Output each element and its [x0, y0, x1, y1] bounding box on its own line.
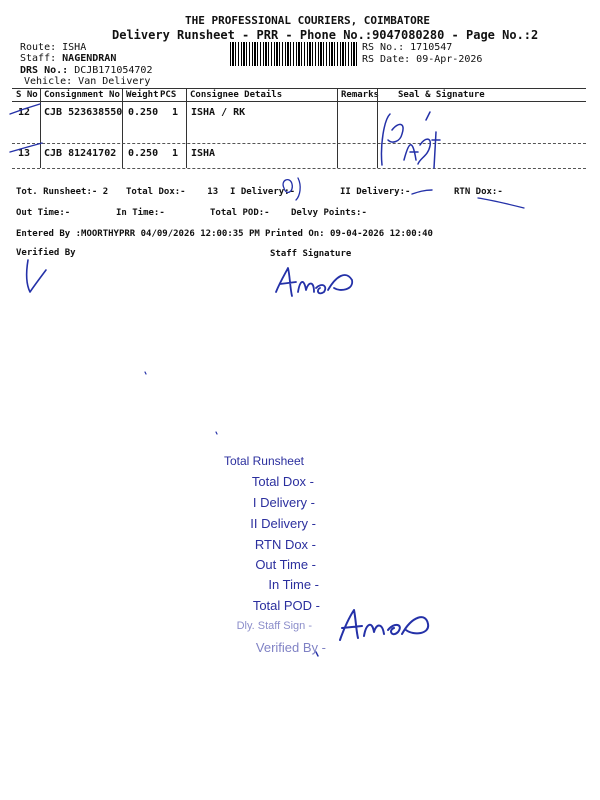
- col-header-pcs: PCS: [160, 90, 177, 100]
- total-dox-label: Total Dox:-: [126, 187, 186, 197]
- row-1-pcs: 1: [172, 107, 179, 118]
- route-label: Route: ISHA: [20, 42, 87, 53]
- col-header-consignment: Consignment No: [44, 90, 120, 100]
- stamp-signature: [340, 610, 428, 640]
- ii-delivery-mark: [412, 190, 432, 194]
- vehicle-label: Vehicle: Van Delivery: [24, 76, 151, 87]
- i-delivery: I Delivery:-: [230, 187, 296, 197]
- stamp-out-time: Out Time -: [255, 557, 316, 572]
- staff-signature: [276, 268, 352, 296]
- printed-on: Printed On: 09-04-2026 12:00:40: [265, 229, 433, 239]
- col-header-consignee: Consignee Details: [190, 90, 283, 100]
- i-delivery-mark: [283, 178, 300, 200]
- verified-by-label: Verified By: [16, 248, 76, 258]
- stamp-verified-by: Verified By -: [255, 640, 326, 655]
- tot-runsheet: Tot. Runsheet:- 2: [16, 187, 109, 197]
- staff-label: Staff:: [20, 53, 57, 64]
- stamp-total-dox: Total Dox -: [251, 474, 314, 489]
- row-2-check-mark: [10, 143, 42, 152]
- rtn-dox: RTN Dox:-: [454, 187, 503, 197]
- entered-by: Entered By :MOORTHYPRR 04/09/2026 12:00:35 PM: [16, 229, 260, 239]
- stamp-total-pod: Total POD -: [252, 598, 320, 613]
- seal-signature: [381, 112, 440, 168]
- row-2-sno: 13: [18, 148, 31, 159]
- col-header-sno: S No: [16, 90, 38, 100]
- verified-by-signature: [27, 260, 46, 292]
- row-2-weight: 0.250: [128, 148, 159, 159]
- drs-label: DRS No.:: [20, 65, 69, 76]
- row-1-consignment: CJB 523638550: [44, 107, 123, 118]
- ii-delivery: II Delivery:-: [340, 187, 411, 197]
- stray-mark-2: [216, 432, 217, 434]
- rs-date: RS Date: 09-Apr-2026: [362, 54, 483, 65]
- total-dox-value: 13: [207, 187, 219, 197]
- stray-mark-1: [145, 372, 146, 374]
- stamp-ii-delivery: II Delivery -: [250, 516, 316, 531]
- row-1-check-mark: [10, 104, 40, 114]
- col-header-seal: Seal & Signature: [398, 90, 485, 100]
- row-1-weight: 0.250: [128, 107, 159, 118]
- row-2-consignee: ISHA: [191, 148, 216, 159]
- company-title: THE PROFESSIONAL COURIERS, COIMBATORE: [185, 14, 431, 27]
- row-1-sno: 12: [18, 107, 31, 118]
- runsheet-subtitle: Delivery Runsheet - PRR - Phone No.:9047080280 - Page No.:2: [112, 28, 539, 42]
- stamp-total-runsheet: Total Runsheet: [223, 454, 304, 468]
- in-time: In Time:-: [116, 208, 165, 218]
- col-header-remarks: Remarks: [341, 90, 379, 100]
- delvy-points: Delvy Points:-: [291, 208, 367, 218]
- stamp-i-delivery: I Delivery -: [252, 495, 315, 510]
- col-header-weight: Weight: [126, 90, 159, 100]
- staff-value: NAGENDRAN: [62, 53, 117, 64]
- out-time: Out Time:-: [16, 208, 71, 218]
- rtn-dox-mark: [478, 198, 524, 208]
- stamp-rtn-dox: RTN Dox -: [254, 537, 316, 552]
- row-1-consignee: ISHA / RK: [191, 107, 246, 118]
- stamp-staff-sign: Dly. Staff Sign -: [236, 620, 312, 632]
- drs-value: DCJB171054702: [74, 65, 153, 76]
- staff-signature-label: Staff Signature: [270, 249, 352, 259]
- rs-number: RS No.: 1710547: [362, 42, 453, 53]
- stamp-in-time: In Time -: [268, 577, 319, 592]
- row-2-pcs: 1: [172, 148, 179, 159]
- total-pod: Total POD:-: [210, 208, 270, 218]
- row-2-consignment: CJB 81241702: [44, 148, 117, 159]
